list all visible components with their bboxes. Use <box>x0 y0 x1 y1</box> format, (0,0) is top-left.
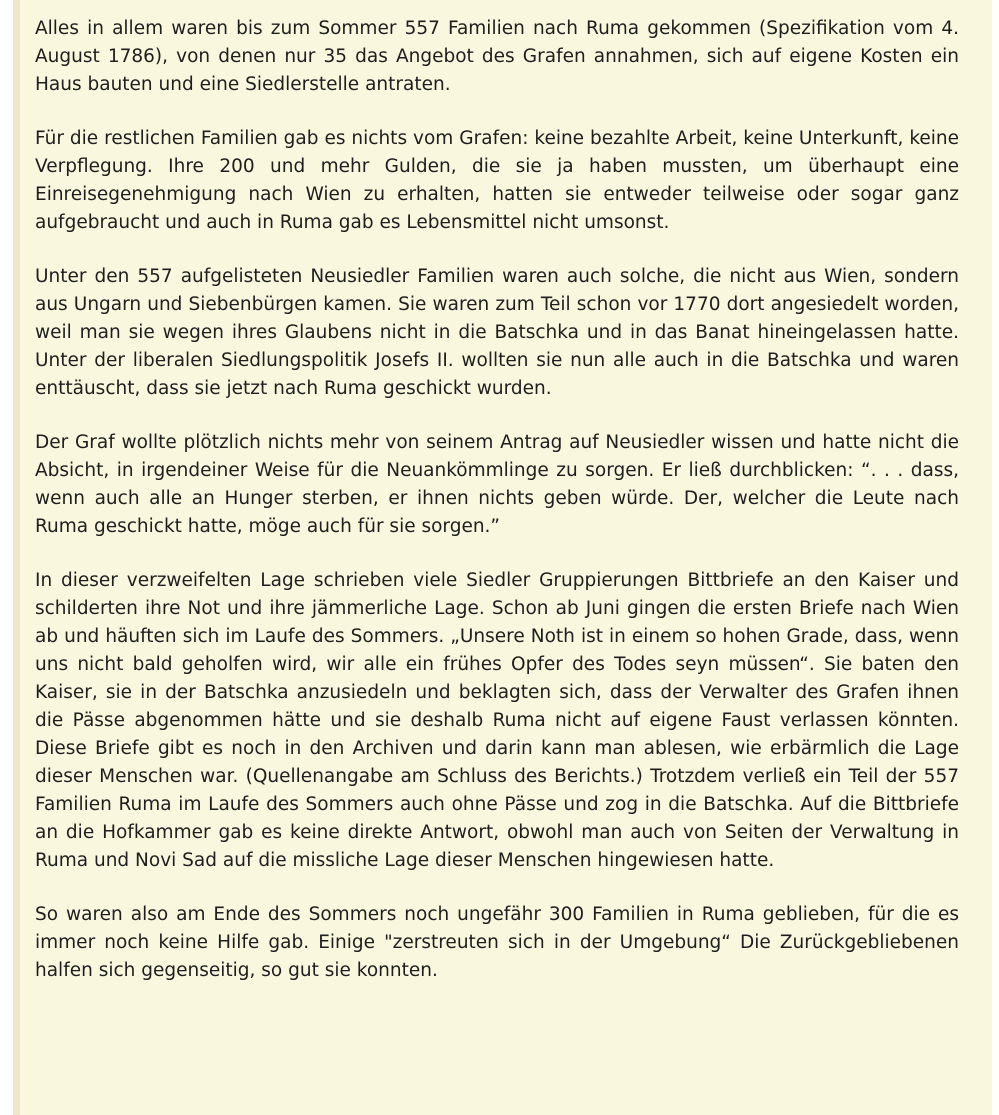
text-column <box>20 0 992 985</box>
paragraph-2: Für die restlichen Familien gab es nichts vom Grafen: keine bezahlte Arbeit, keine Unterkunft, keine Verpflegung. Ihre 200 und mehr Gulden, die sie ja haben mussten, um überhaupt eine Einreisegenehmigung nach Wien zu erhalten, hatten sie entweder teilweise oder sogar ganz aufgebraucht und auch in Ruma gab es Lebensmittel nicht umsonst. <box>35 128 959 233</box>
paragraph-4: Der Graf wollte plötzlich nichts mehr von seinem Antrag auf Neusiedler wissen und hatte nicht die Absicht, in irgendeiner Weise für die Neuankömmlinge zu sorgen. Er ließ durchblicken: “. . . dass, wenn auch alle an Hunger sterben, er ihnen nichts geben würde. Der, welcher die Leute nach Ruma geschickt hatte, möge auch für sie sorgen.” <box>35 432 959 537</box>
paragraph-6: So waren also am Ende des Sommers noch ungefähr 300 Familien in Ruma geblieben, für die es immer noch keine Hilfe gab. Einige "zerstreuten sich in der Umgebung“ Die Zurückgebliebenen halfen sich gegenseitig, so gut sie konnten. <box>35 904 959 981</box>
document-page <box>13 0 992 1115</box>
paragraph-3: Unter den 557 aufgelisteten Neusiedler Familien waren auch solche, die nicht aus Wien, sondern aus Ungarn und Siebenbürgen kamen. Sie waren zum Teil schon vor 1770 dort angesiedelt worden, weil man sie wegen ihres Glaubens nicht in die Batschka und in das Banat hineingelassen hatte. Unter der liberalen Siedlungspolitik Josefs II. wollten sie nun alle auch in die Batschka und waren enttäuscht, dass sie jetzt nach Ruma geschickt wurden. <box>35 266 959 399</box>
paragraph-5: In dieser verzweifelten Lage schrieben viele Siedler Gruppierungen Bittbriefe an den Kaiser und schilderten ihre Not und ihre jämmerliche Lage. Schon ab Juni gingen die ersten Briefe nach Wien ab und häuften sich im Laufe des Sommers. „Unsere Noth ist in einem so hohen Grade, dass, wenn uns nicht bald geholfen wird, wir alle ein frühes Opfer des Todes seyn müssen“. Sie baten den Kaiser, sie in der Batschka anzusiedeln und beklagten sich, dass der Verwalter des Grafen ihnen die Pässe abgenommen hätte und sie deshalb Ruma nicht auf eigene Faust verlassen könnten. Diese Briefe gibt es noch in den Archiven und darin kann man ablesen, wie erbärmlich die Lage dieser Menschen war. (Quellenangabe am Schluss des Berichts.) Trotzdem verließ ein Teil der 557 Familien Ruma im Laufe des Sommers auch ohne Pässe und zog in die Batschka. Auf die Bittbriefe an die Hofkammer gab es keine direkte Antwort, obwohl man auch von Seiten der Verwaltung in Ruma und Novi Sad auf die missliche Lage dieser Menschen hingewiesen hatte. <box>35 570 959 871</box>
paragraph-1: Alles in allem waren bis zum Sommer 557 Familien nach Ruma gekommen (Spezifikation vom 4. August 1786), von denen nur 35 das Angebot des Grafen annahmen, sich auf eigene Kosten ein Haus bauten und eine Siedlerstelle antraten. <box>35 18 959 95</box>
